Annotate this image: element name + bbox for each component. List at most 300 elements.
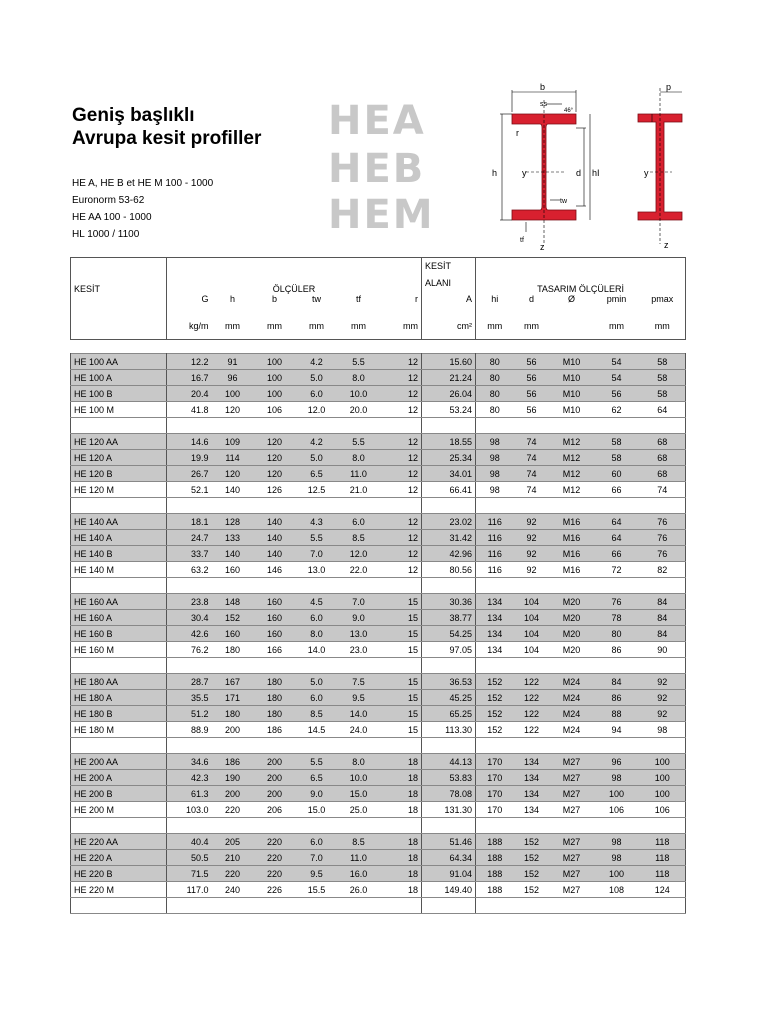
cell-tw: 6.0 <box>296 386 338 402</box>
cell-b: 200 <box>254 770 296 786</box>
page-title <box>72 104 261 150</box>
cell-kesit: HE 100 A <box>71 370 167 386</box>
cell-b: 120 <box>254 450 296 466</box>
header-unit-tf: mm <box>351 321 366 332</box>
label-angle: 46° <box>564 108 574 114</box>
cell-g: 34.6 <box>167 754 212 770</box>
table-row <box>71 722 686 738</box>
cell-pmax: 58 <box>640 370 686 386</box>
label-tf: tf <box>520 237 524 244</box>
cell-pmax: 76 <box>640 514 686 530</box>
cell-r: 18 <box>380 834 422 850</box>
cell-r: 18 <box>380 882 422 898</box>
cell-h: 160 <box>212 562 254 578</box>
cell-pmin: 88 <box>594 706 640 722</box>
cell-pmin: 58 <box>594 450 640 466</box>
cell-b: 186 <box>254 722 296 738</box>
series-label-hem: HEM <box>328 192 435 238</box>
cell-g: 16.7 <box>167 370 212 386</box>
cell-r: 18 <box>380 850 422 866</box>
cell-a: 80.56 <box>422 562 476 578</box>
cell-tf: 8.0 <box>338 450 380 466</box>
cell-kesit: HE 220 B <box>71 866 167 882</box>
cell-h: 109 <box>212 434 254 450</box>
cell-a: 64.34 <box>422 850 476 866</box>
cell-b: 140 <box>254 546 296 562</box>
cell-kesit: HE 220 M <box>71 882 167 898</box>
cell-hi: 188 <box>476 834 514 850</box>
cell-g: 41.8 <box>167 402 212 418</box>
cell-d: 134 <box>514 786 550 802</box>
table-row <box>71 850 686 866</box>
table-row <box>71 882 686 898</box>
cell-r: 18 <box>380 786 422 802</box>
cell-bolt: M27 <box>550 882 594 898</box>
header-unit-b: mm <box>267 321 282 332</box>
cell-b: 160 <box>254 626 296 642</box>
cell-tf: 13.0 <box>338 626 380 642</box>
cell-tf: 10.0 <box>338 770 380 786</box>
cell-h: 205 <box>212 834 254 850</box>
cell-a: 97.05 <box>422 642 476 658</box>
cell-g: 63.2 <box>167 562 212 578</box>
cell-pmin: 100 <box>594 786 640 802</box>
cell-r: 12 <box>380 354 422 370</box>
cell-h: 180 <box>212 706 254 722</box>
header-kesit: KESİT <box>71 258 167 294</box>
cell-kesit: HE 120 M <box>71 482 167 498</box>
cell-r: 12 <box>380 450 422 466</box>
cell-kesit: HE 220 AA <box>71 834 167 850</box>
cell-g: 71.5 <box>167 866 212 882</box>
cell-hi: 152 <box>476 706 514 722</box>
cell-a: 15.60 <box>422 354 476 370</box>
group-spacer-row <box>71 738 686 754</box>
cell-tf: 7.0 <box>338 594 380 610</box>
cell-a: 149.40 <box>422 882 476 898</box>
label-b: b <box>540 82 546 92</box>
cell-kesit: HE 180 A <box>71 690 167 706</box>
cell-r: 15 <box>380 594 422 610</box>
table-row <box>71 530 686 546</box>
label-tw: tw <box>560 198 567 205</box>
cell-tw: 15.0 <box>296 802 338 818</box>
symbol-row <box>71 294 686 314</box>
cell-tf: 20.0 <box>338 402 380 418</box>
cell-pmin: 86 <box>594 690 640 706</box>
table-row <box>71 626 686 642</box>
label-ss: ss <box>540 101 547 108</box>
cell-b: 140 <box>254 530 296 546</box>
cell-r: 12 <box>380 530 422 546</box>
cell-pmax: 58 <box>640 386 686 402</box>
cell-d: 74 <box>514 450 550 466</box>
cell-r: 12 <box>380 482 422 498</box>
cell-bolt: M20 <box>550 610 594 626</box>
cell-pmax: 106 <box>640 802 686 818</box>
table-body <box>71 354 686 914</box>
cell-hi: 170 <box>476 802 514 818</box>
cell-pmax: 84 <box>640 610 686 626</box>
cell-hi: 152 <box>476 674 514 690</box>
cell-g: 18.1 <box>167 514 212 530</box>
cell-kesit: HE 100 AA <box>71 354 167 370</box>
cell-bolt: M24 <box>550 706 594 722</box>
cell-tw: 8.0 <box>296 626 338 642</box>
cell-bolt: M10 <box>550 370 594 386</box>
cell-hi: 80 <box>476 402 514 418</box>
cell-tw: 12.0 <box>296 402 338 418</box>
cell-kesit: HE 120 AA <box>71 434 167 450</box>
cell-hi: 134 <box>476 594 514 610</box>
cell-kesit: HE 180 AA <box>71 674 167 690</box>
cell-b: 160 <box>254 594 296 610</box>
label-y-right: y <box>644 168 649 178</box>
cell-g: 52.1 <box>167 482 212 498</box>
cell-tf: 5.5 <box>338 434 380 450</box>
cell-d: 122 <box>514 690 550 706</box>
header-unit-hi: mm <box>487 321 503 332</box>
cell-g: 19.9 <box>167 450 212 466</box>
cell-r: 15 <box>380 610 422 626</box>
cell-pmin: 84 <box>594 674 640 690</box>
cell-tw: 13.0 <box>296 562 338 578</box>
cell-hi: 188 <box>476 882 514 898</box>
cell-d: 134 <box>514 770 550 786</box>
table-row <box>71 754 686 770</box>
header-symbol-tf: tf <box>355 293 361 304</box>
cell-r: 12 <box>380 370 422 386</box>
cell-hi: 98 <box>476 466 514 482</box>
header-unit-bolt <box>550 314 594 340</box>
cell-g: 40.4 <box>167 834 212 850</box>
cell-b: 220 <box>254 834 296 850</box>
cell-r: 12 <box>380 514 422 530</box>
header-symbol-blank <box>71 294 167 314</box>
cell-h: 160 <box>212 626 254 642</box>
cell-d: 152 <box>514 866 550 882</box>
cell-pmin: 56 <box>594 386 640 402</box>
cell-pmin: 60 <box>594 466 640 482</box>
cell-kesit: HE 160 A <box>71 610 167 626</box>
cell-pmax: 68 <box>640 466 686 482</box>
cell-hi: 134 <box>476 610 514 626</box>
cell-r: 12 <box>380 562 422 578</box>
cell-pmax: 68 <box>640 450 686 466</box>
table-row <box>71 386 686 402</box>
cell-d: 152 <box>514 850 550 866</box>
header-symbol-hi: hi <box>491 293 499 304</box>
cell-b: 100 <box>254 370 296 386</box>
cell-pmin: 66 <box>594 482 640 498</box>
cell-pmin: 96 <box>594 754 640 770</box>
label-d: d <box>576 168 582 178</box>
cell-a: 36.53 <box>422 674 476 690</box>
cell-bolt: M20 <box>550 626 594 642</box>
cell-h: 152 <box>212 610 254 626</box>
cell-pmin: 98 <box>594 770 640 786</box>
cell-pmax: 118 <box>640 866 686 882</box>
cell-tf: 11.0 <box>338 466 380 482</box>
cell-d: 122 <box>514 706 550 722</box>
cell-r: 12 <box>380 466 422 482</box>
cell-h: 210 <box>212 850 254 866</box>
cell-tf: 6.0 <box>338 514 380 530</box>
cell-pmax: 98 <box>640 722 686 738</box>
cell-a: 34.01 <box>422 466 476 482</box>
cell-pmax: 100 <box>640 770 686 786</box>
cell-h: 148 <box>212 594 254 610</box>
table-row <box>71 786 686 802</box>
cell-r: 15 <box>380 690 422 706</box>
cell-tw: 5.0 <box>296 370 338 386</box>
header-unit-blank <box>71 314 167 340</box>
cell-tf: 8.5 <box>338 530 380 546</box>
cell-bolt: M27 <box>550 850 594 866</box>
cell-a: 51.46 <box>422 834 476 850</box>
cell-g: 51.2 <box>167 706 212 722</box>
cell-pmin: 80 <box>594 626 640 642</box>
cell-bolt: M27 <box>550 754 594 770</box>
cell-a: 78.08 <box>422 786 476 802</box>
cell-pmax: 58 <box>640 354 686 370</box>
cell-tf: 11.0 <box>338 850 380 866</box>
cell-h: 190 <box>212 770 254 786</box>
cell-r: 12 <box>380 386 422 402</box>
cell-a: 31.42 <box>422 530 476 546</box>
cell-g: 88.9 <box>167 722 212 738</box>
cell-hi: 80 <box>476 354 514 370</box>
cell-a: 53.83 <box>422 770 476 786</box>
cell-tf: 10.0 <box>338 386 380 402</box>
cell-bolt: M27 <box>550 786 594 802</box>
cell-a: 30.36 <box>422 594 476 610</box>
cell-pmin: 64 <box>594 514 640 530</box>
table-row <box>71 354 686 370</box>
table-row <box>71 690 686 706</box>
cell-a: 42.96 <box>422 546 476 562</box>
i-beam-section-figure <box>490 82 600 252</box>
cell-r: 15 <box>380 626 422 642</box>
cell-pmin: 54 <box>594 370 640 386</box>
i-beam-side-figure <box>632 82 692 252</box>
cell-a: 66.41 <box>422 482 476 498</box>
cell-hi: 116 <box>476 530 514 546</box>
cell-h: 114 <box>212 450 254 466</box>
cell-hi: 116 <box>476 546 514 562</box>
group-spacer-row <box>71 578 686 594</box>
cell-tw: 9.5 <box>296 866 338 882</box>
cell-tw: 7.0 <box>296 850 338 866</box>
cell-pmax: 118 <box>640 850 686 866</box>
cell-tf: 16.0 <box>338 866 380 882</box>
cell-a: 18.55 <box>422 434 476 450</box>
cell-b: 106 <box>254 402 296 418</box>
cell-kesit: HE 200 M <box>71 802 167 818</box>
cell-kesit: HE 160 M <box>71 642 167 658</box>
cell-g: 117.0 <box>167 882 212 898</box>
cell-tw: 4.5 <box>296 594 338 610</box>
cell-bolt: M16 <box>550 562 594 578</box>
header-tasarim: TASARIM ÖLÇÜLERİ <box>476 258 686 294</box>
header-symbol-pmax: pmax <box>640 294 686 314</box>
table-row <box>71 834 686 850</box>
cell-pmin: 98 <box>594 850 640 866</box>
cell-kesit: HE 140 A <box>71 530 167 546</box>
cell-g: 12.2 <box>167 354 212 370</box>
header-unit-a: cm² <box>422 314 476 340</box>
cell-kesit: HE 180 M <box>71 722 167 738</box>
cell-d: 56 <box>514 402 550 418</box>
header-symbol-g: G <box>201 293 209 304</box>
cell-tf: 12.0 <box>338 546 380 562</box>
cell-h: 186 <box>212 754 254 770</box>
label-y-left: y <box>522 168 527 178</box>
series-label-hea: HEA <box>328 98 426 144</box>
cell-d: 134 <box>514 754 550 770</box>
cell-pmin: 62 <box>594 402 640 418</box>
header-symbol-pmin: pmin <box>606 293 627 304</box>
cell-hi: 152 <box>476 690 514 706</box>
cell-pmax: 92 <box>640 690 686 706</box>
cell-d: 104 <box>514 642 550 658</box>
cell-tw: 14.0 <box>296 642 338 658</box>
cell-bolt: M27 <box>550 866 594 882</box>
cell-bolt: M16 <box>550 530 594 546</box>
cell-pmin: 106 <box>594 802 640 818</box>
header-symbol-r: r <box>380 294 422 314</box>
cell-r: 12 <box>380 402 422 418</box>
cell-kesit: HE 220 A <box>71 850 167 866</box>
cell-kesit: HE 200 B <box>71 786 167 802</box>
cell-kesit: HE 140 M <box>71 562 167 578</box>
cell-pmin: 78 <box>594 610 640 626</box>
cell-g: 26.7 <box>167 466 212 482</box>
header-unit-r: mm <box>380 314 422 340</box>
cell-h: 128 <box>212 514 254 530</box>
cell-bolt: M27 <box>550 770 594 786</box>
group-spacer-row <box>71 658 686 674</box>
cell-hi: 98 <box>476 482 514 498</box>
cell-b: 100 <box>254 386 296 402</box>
cell-pmax: 76 <box>640 530 686 546</box>
cell-hi: 188 <box>476 850 514 866</box>
cell-a: 54.25 <box>422 626 476 642</box>
cell-h: 240 <box>212 882 254 898</box>
group-spacer-row <box>71 418 686 434</box>
table-row <box>71 610 686 626</box>
cell-pmax: 100 <box>640 754 686 770</box>
cell-pmax: 118 <box>640 834 686 850</box>
cell-h: 120 <box>212 402 254 418</box>
cell-kesit: HE 120 B <box>71 466 167 482</box>
cell-bolt: M20 <box>550 642 594 658</box>
table-row <box>71 674 686 690</box>
table-row <box>71 594 686 610</box>
spec-item: Euronorm 53-62 <box>72 195 145 206</box>
cell-b: 160 <box>254 610 296 626</box>
cell-pmin: 98 <box>594 834 640 850</box>
cell-r: 12 <box>380 546 422 562</box>
cell-bolt: M27 <box>550 802 594 818</box>
cell-r: 15 <box>380 706 422 722</box>
cell-hi: 170 <box>476 754 514 770</box>
label-p: p <box>666 82 672 92</box>
cell-g: 42.6 <box>167 626 212 642</box>
cell-bolt: M24 <box>550 690 594 706</box>
cell-bolt: M12 <box>550 434 594 450</box>
cell-kesit: HE 140 AA <box>71 514 167 530</box>
label-r: r <box>516 128 519 138</box>
cell-d: 152 <box>514 834 550 850</box>
cell-h: 96 <box>212 370 254 386</box>
cell-h: 140 <box>212 482 254 498</box>
cell-pmax: 74 <box>640 482 686 498</box>
cell-b: 206 <box>254 802 296 818</box>
cell-h: 200 <box>212 722 254 738</box>
cell-d: 134 <box>514 802 550 818</box>
cell-pmax: 92 <box>640 674 686 690</box>
cell-tf: 14.0 <box>338 706 380 722</box>
cell-tw: 15.5 <box>296 882 338 898</box>
header-kesit-alani-line-2: ALANI <box>425 278 452 288</box>
header-kesit-alani <box>422 258 476 294</box>
cell-tw: 5.0 <box>296 450 338 466</box>
cell-hi: 170 <box>476 786 514 802</box>
cell-b: 120 <box>254 434 296 450</box>
cell-bolt: M10 <box>550 402 594 418</box>
cell-bolt: M20 <box>550 594 594 610</box>
cell-pmin: 72 <box>594 562 640 578</box>
cell-tw: 5.5 <box>296 530 338 546</box>
cell-pmin: 76 <box>594 594 640 610</box>
cell-g: 103.0 <box>167 802 212 818</box>
cell-a: 26.04 <box>422 386 476 402</box>
table-row <box>71 482 686 498</box>
cell-h: 220 <box>212 866 254 882</box>
cell-d: 92 <box>514 530 550 546</box>
header-unit-pmin: mm <box>609 321 625 332</box>
cell-bolt: M10 <box>550 354 594 370</box>
table-row <box>71 514 686 530</box>
cell-d: 92 <box>514 514 550 530</box>
cell-kesit: HE 100 B <box>71 386 167 402</box>
cell-hi: 134 <box>476 626 514 642</box>
cell-bolt: M10 <box>550 386 594 402</box>
cell-hi: 98 <box>476 434 514 450</box>
cell-r: 18 <box>380 866 422 882</box>
table-row <box>71 546 686 562</box>
cell-pmin: 86 <box>594 642 640 658</box>
cell-tf: 21.0 <box>338 482 380 498</box>
title-line-2: Avrupa kesit profiller <box>72 128 262 149</box>
cell-pmax: 76 <box>640 546 686 562</box>
cell-a: 131.30 <box>422 802 476 818</box>
cell-kesit: HE 200 AA <box>71 754 167 770</box>
cell-tf: 25.0 <box>338 802 380 818</box>
table-row <box>71 466 686 482</box>
cell-g: 33.7 <box>167 546 212 562</box>
cell-bolt: M27 <box>550 834 594 850</box>
cell-tw: 4.2 <box>296 434 338 450</box>
table-row <box>71 370 686 386</box>
header-unit-pmax: mm <box>640 314 686 340</box>
cell-b: 140 <box>254 514 296 530</box>
cell-a: 23.02 <box>422 514 476 530</box>
header-symbol-h: h <box>229 293 235 304</box>
cell-tf: 8.5 <box>338 834 380 850</box>
cell-bolt: M12 <box>550 450 594 466</box>
